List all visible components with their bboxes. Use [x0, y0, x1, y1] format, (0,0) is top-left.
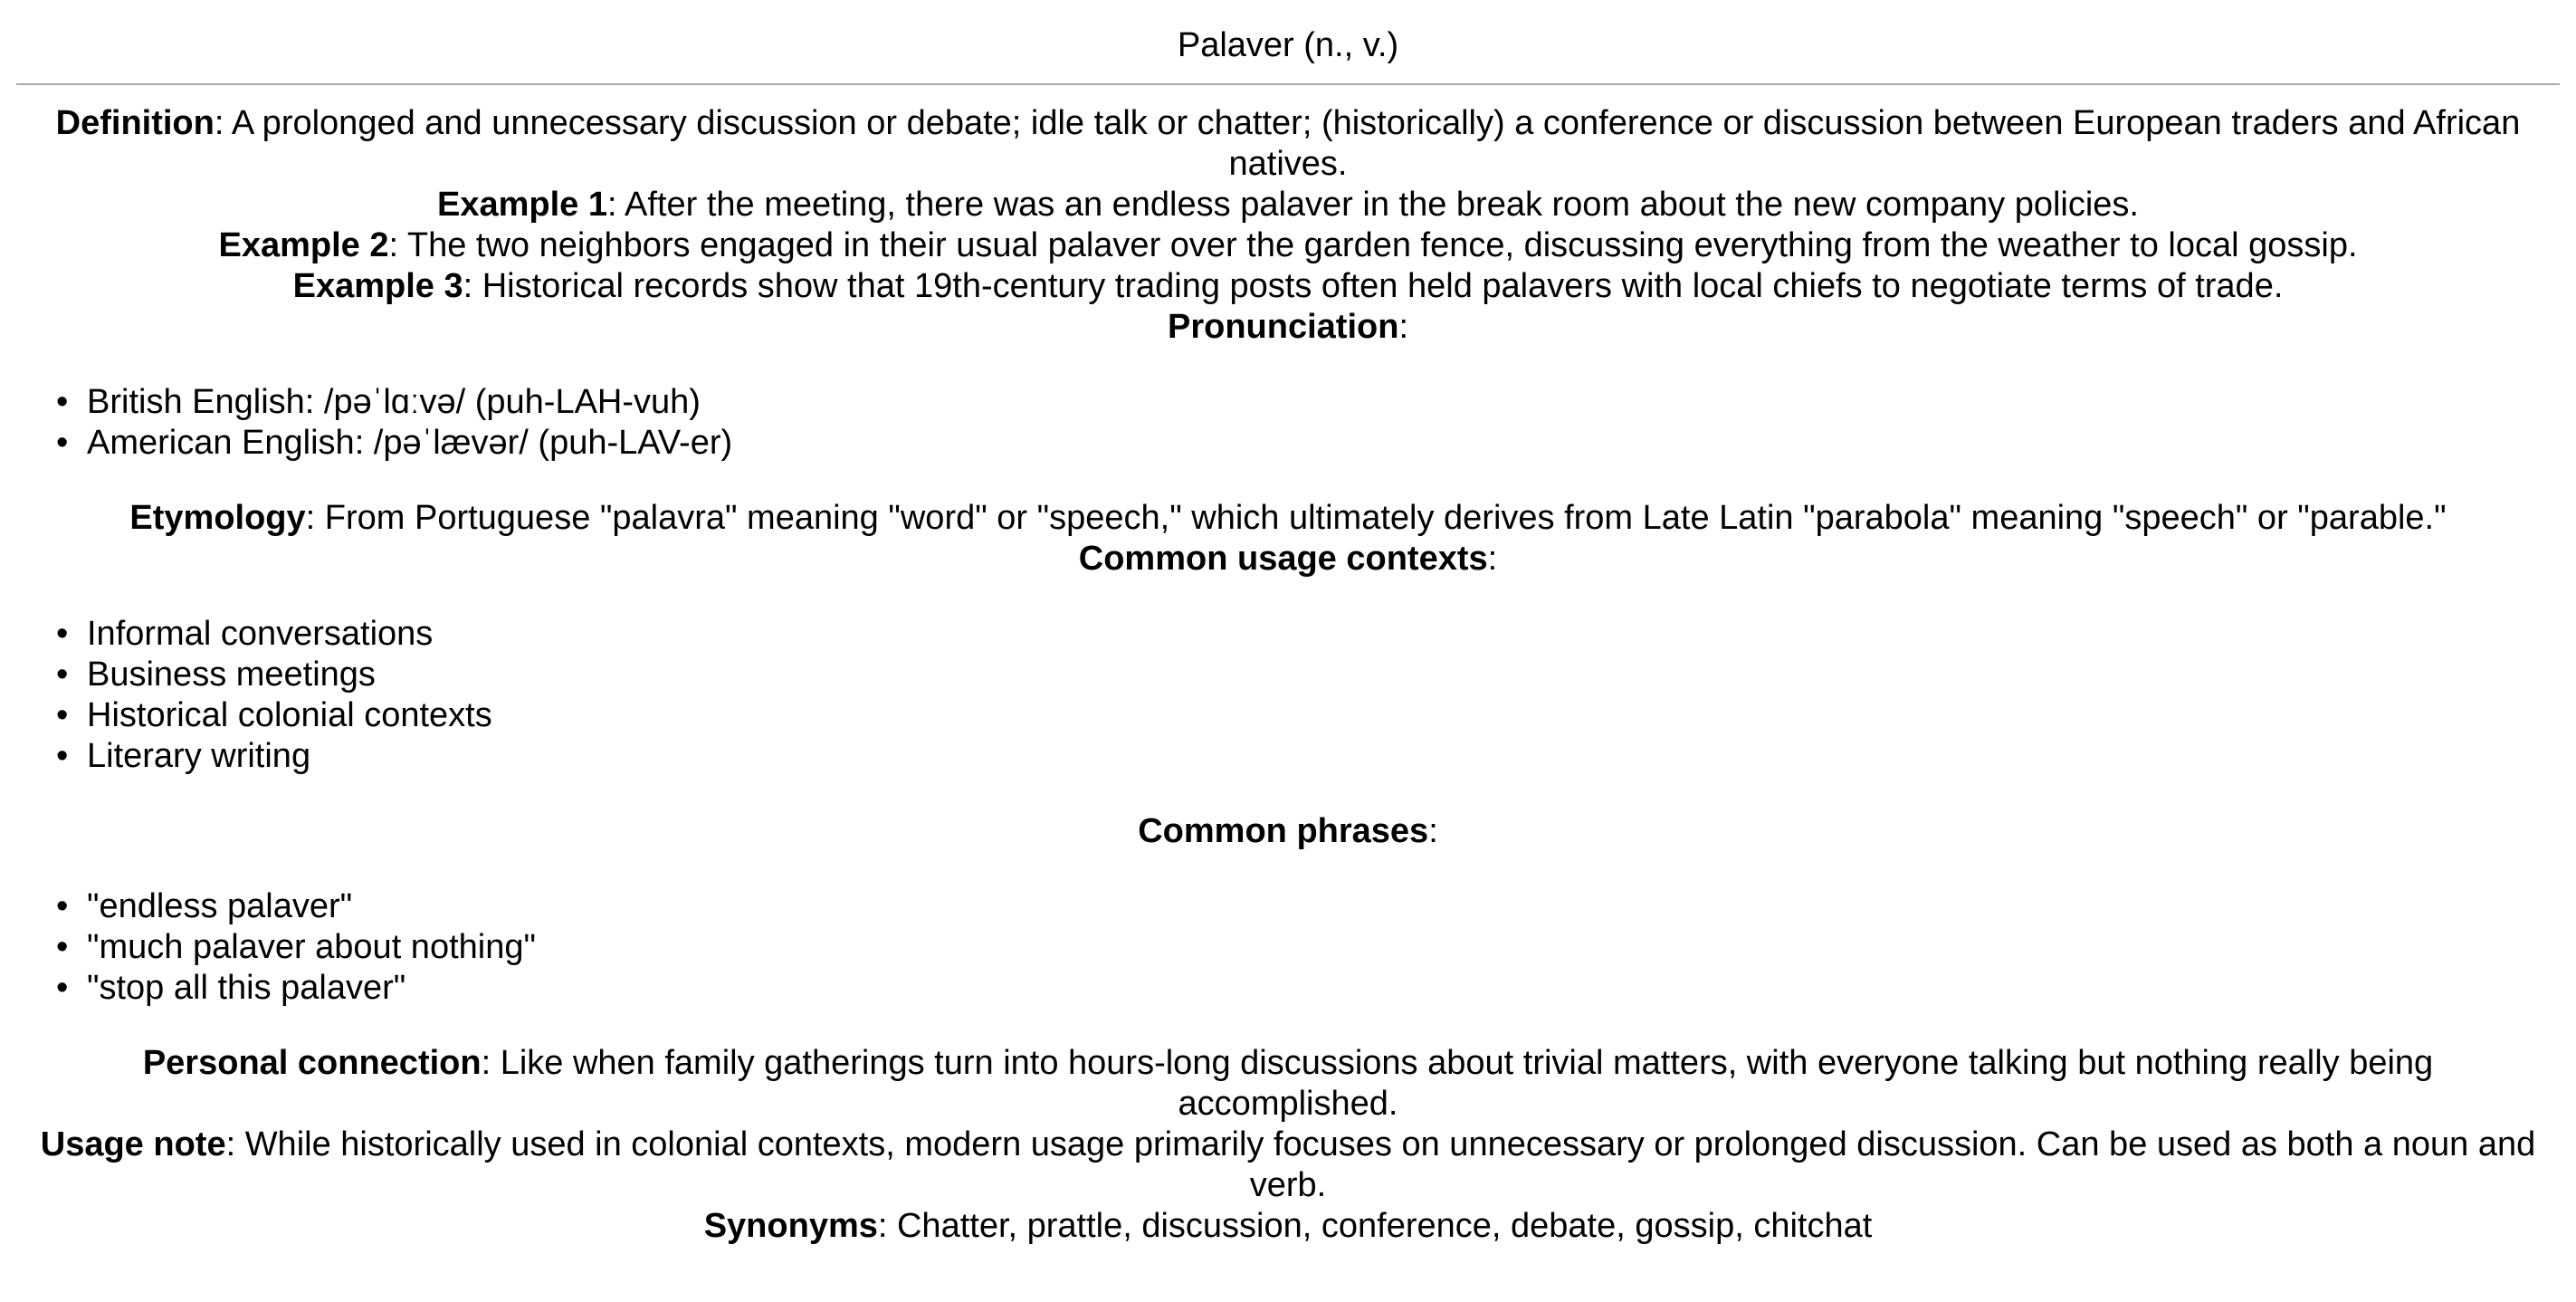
phrase-item: "stop all this palaver" — [87, 969, 406, 1007]
list-item — [34, 968, 2542, 1009]
list-item — [34, 886, 2542, 927]
example-3-text: : Historical records show that 19th-century trading posts often held palavers with local chiefs to negotiate terms of trade. — [463, 267, 2284, 305]
example-1-label: Example 1 — [437, 186, 608, 224]
list-item — [34, 927, 2542, 968]
definition-paragraph — [34, 103, 2542, 185]
etymology-label: Etymology — [129, 499, 306, 537]
usage-note-label: Usage note — [40, 1125, 226, 1163]
phrase-item: "much palaver about nothing" — [87, 928, 536, 966]
bullet-icon: • — [56, 383, 69, 421]
personal-connection-label: Personal connection — [142, 1044, 482, 1082]
phrase-item: "endless palaver" — [87, 887, 353, 925]
list-item — [34, 655, 2542, 695]
usage-contexts-label: Common usage contexts — [1078, 540, 1488, 578]
personal-connection-paragraph — [34, 1043, 2542, 1125]
usage-context-item: Business meetings — [87, 656, 376, 694]
list-item — [34, 736, 2542, 777]
page-title: Palaver (n., v.) — [1177, 26, 1399, 64]
bullet-icon: • — [56, 969, 69, 1007]
bullet-icon: • — [56, 887, 69, 925]
personal-connection-text: : Like when family gatherings turn into hours-long discussions about trivial matters, with everyone talking but nothing really being accomplished. — [481, 1044, 2434, 1123]
bullet-icon: • — [56, 615, 69, 653]
definition-label: Definition — [55, 104, 215, 142]
usage-contexts-list — [34, 614, 2542, 777]
list-item — [34, 382, 2542, 423]
synonyms-text: : Chatter, prattle, discussion, conference, debate, gossip, chitchat — [877, 1207, 1873, 1245]
usage-note-text: : While historically used in colonial contexts, modern usage primarily focuses on unnecessary or prolonged discussion. Can be used as both a noun and verb. — [225, 1125, 2536, 1204]
etymology-text: : From Portuguese "palavra" meaning "word" or "speech," which ultimately derives from Late Latin "parabola" meaning "speech" or "parable." — [305, 499, 2447, 537]
pronunciation-heading — [34, 307, 2542, 348]
usage-context-item: Historical colonial contexts — [87, 696, 492, 734]
entry-content — [34, 103, 2542, 1247]
common-phrases-heading — [34, 811, 2542, 852]
usage-note-paragraph — [34, 1125, 2542, 1206]
bullet-icon: • — [56, 424, 69, 462]
common-phrases-list — [34, 886, 2542, 1009]
pronunciation-american: American English: /pəˈlævər/ (puh-LAV-er) — [87, 424, 733, 462]
example-2-paragraph — [34, 225, 2542, 266]
usage-contexts-colon: : — [1487, 540, 1498, 578]
example-3-label: Example 3 — [292, 267, 463, 305]
list-item — [34, 423, 2542, 464]
usage-contexts-heading — [34, 539, 2542, 579]
pronunciation-label: Pronunciation — [1167, 308, 1399, 346]
pronunciation-list — [34, 382, 2542, 464]
example-1-paragraph — [34, 185, 2542, 225]
pronunciation-colon: : — [1398, 308, 1408, 346]
title-divider — [16, 83, 2560, 85]
example-3-paragraph — [34, 266, 2542, 307]
example-2-text: : The two neighbors engaged in their usual palaver over the garden fence, discussing everything from the weather to local gossip. — [388, 226, 2358, 264]
common-phrases-colon: : — [1428, 812, 1438, 850]
common-phrases-label: Common phrases — [1138, 812, 1429, 850]
bullet-icon: • — [56, 656, 69, 694]
example-2-label: Example 2 — [218, 226, 389, 264]
synonyms-label: Synonyms — [703, 1207, 878, 1245]
example-1-text: : After the meeting, there was an endless palaver in the break room about the new company policies. — [607, 186, 2139, 224]
bullet-icon: • — [56, 928, 69, 966]
bullet-icon: • — [56, 737, 69, 775]
list-item — [34, 614, 2542, 655]
pronunciation-british: British English: /pəˈlɑːvə/ (puh-LAH-vuh) — [87, 383, 701, 421]
definition-text: : A prolonged and unnecessary discussion or debate; idle talk or chatter; (historically) a conference or discussion between European traders and African natives. — [214, 104, 2521, 183]
bullet-icon: • — [56, 696, 69, 734]
usage-context-item: Literary writing — [87, 737, 311, 775]
etymology-paragraph — [34, 498, 2542, 539]
list-item — [34, 695, 2542, 736]
synonyms-paragraph — [34, 1206, 2542, 1247]
usage-context-item: Informal conversations — [87, 615, 434, 653]
